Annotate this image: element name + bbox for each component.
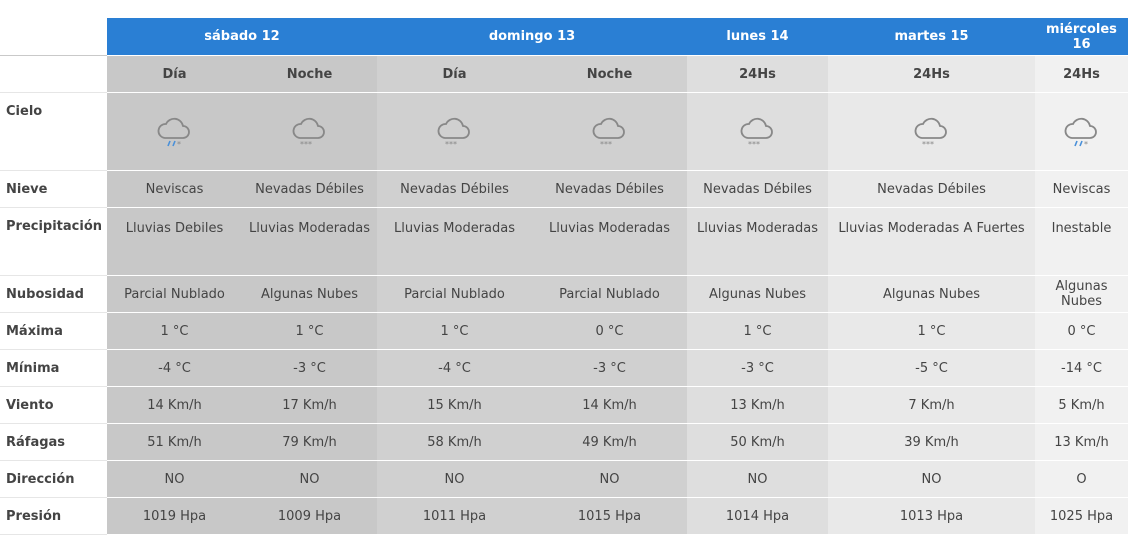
value-cell: Nevadas Débiles <box>242 171 377 208</box>
row-precipitacion <box>0 208 1128 276</box>
value-cell: 15 Km/h <box>377 387 532 424</box>
period-row <box>0 56 1128 93</box>
weather-icon-cell <box>532 93 687 171</box>
row-nieve <box>0 171 1128 208</box>
value-cell: Lluvias Moderadas <box>687 208 828 276</box>
value-cell: Neviscas <box>107 171 242 208</box>
snow-cloud-icon <box>242 114 377 150</box>
value-cell: -3 °C <box>532 350 687 387</box>
row-label: Presión <box>0 498 107 535</box>
row-maxima <box>0 313 1128 350</box>
svg-text:***: *** <box>444 139 457 149</box>
weather-icon-cell <box>1035 93 1128 171</box>
value-cell: 1 °C <box>107 313 242 350</box>
value-cell: Lluvias Moderadas A Fuertes <box>828 208 1035 276</box>
row-minima <box>0 350 1128 387</box>
value-cell: Nevadas Débiles <box>532 171 687 208</box>
value-cell: 14 Km/h <box>107 387 242 424</box>
value-cell: NO <box>687 461 828 498</box>
value-cell: Algunas Nubes <box>828 276 1035 313</box>
value-cell: Lluvias Debiles <box>107 208 242 276</box>
value-cell: -14 °C <box>1035 350 1128 387</box>
value-cell: 1 °C <box>687 313 828 350</box>
value-cell: -4 °C <box>377 350 532 387</box>
period-corner <box>0 56 107 93</box>
period-cell: Noche <box>532 56 687 93</box>
value-cell: 1 °C <box>828 313 1035 350</box>
value-cell: Nevadas Débiles <box>828 171 1035 208</box>
value-cell: 1025 Hpa <box>1035 498 1128 535</box>
value-cell: 5 Km/h <box>1035 387 1128 424</box>
row-presion <box>0 498 1128 535</box>
value-cell: -3 °C <box>687 350 828 387</box>
value-cell: Inestable <box>1035 208 1128 276</box>
value-cell: -3 °C <box>242 350 377 387</box>
value-cell: Nevadas Débiles <box>377 171 532 208</box>
row-label: Nubosidad <box>0 276 107 313</box>
period-cell: 24Hs <box>687 56 828 93</box>
value-cell: Lluvias Moderadas <box>532 208 687 276</box>
day-header-row <box>0 18 1128 56</box>
row-label: Máxima <box>0 313 107 350</box>
value-cell: Neviscas <box>1035 171 1128 208</box>
value-cell: 49 Km/h <box>532 424 687 461</box>
svg-text:***: *** <box>747 139 760 149</box>
period-cell: 24Hs <box>1035 56 1128 93</box>
weather-icon-cell <box>377 93 532 171</box>
value-cell: Algunas Nubes <box>687 276 828 313</box>
value-cell: 1015 Hpa <box>532 498 687 535</box>
period-cell: Noche <box>242 56 377 93</box>
snow-cloud-icon <box>687 114 828 150</box>
value-cell: -5 °C <box>828 350 1035 387</box>
value-cell: 0 °C <box>1035 313 1128 350</box>
snow-cloud-icon <box>377 114 532 150</box>
row-label: Ráfagas <box>0 424 107 461</box>
svg-text:***: *** <box>599 139 612 149</box>
value-cell: -4 °C <box>107 350 242 387</box>
value-cell: 13 Km/h <box>1035 424 1128 461</box>
day-header-sabado: sábado 12 <box>107 18 377 56</box>
svg-text:***: *** <box>921 139 934 149</box>
day-header-miercoles: miércoles 16 <box>1035 18 1128 56</box>
value-cell: 0 °C <box>532 313 687 350</box>
value-cell: Nevadas Débiles <box>687 171 828 208</box>
value-cell: 39 Km/h <box>828 424 1035 461</box>
row-nubosidad <box>0 276 1128 313</box>
value-cell: 1 °C <box>377 313 532 350</box>
period-cell: Día <box>377 56 532 93</box>
snow-cloud-icon <box>828 114 1035 150</box>
snow-cloud-icon <box>532 114 687 150</box>
weather-icon-cell <box>687 93 828 171</box>
top-spacer <box>0 0 1128 18</box>
weather-icon-cell <box>242 93 377 171</box>
value-cell: Algunas Nubes <box>242 276 377 313</box>
row-label: Dirección <box>0 461 107 498</box>
rain-snow-icon <box>107 114 242 150</box>
value-cell: O <box>1035 461 1128 498</box>
day-header-lunes: lunes 14 <box>687 18 828 56</box>
day-header-martes: martes 15 <box>828 18 1035 56</box>
row-direccion <box>0 461 1128 498</box>
row-label: Precipitación <box>0 208 107 276</box>
value-cell: 1 °C <box>242 313 377 350</box>
rain-snow-icon <box>1035 114 1128 150</box>
value-cell: 1013 Hpa <box>828 498 1035 535</box>
value-cell: Parcial Nublado <box>107 276 242 313</box>
value-cell: 1011 Hpa <box>377 498 532 535</box>
value-cell: Parcial Nublado <box>377 276 532 313</box>
value-cell: 14 Km/h <box>532 387 687 424</box>
row-label: Mínima <box>0 350 107 387</box>
header-corner <box>0 18 107 56</box>
row-label: Viento <box>0 387 107 424</box>
value-cell: Lluvias Moderadas <box>242 208 377 276</box>
value-cell: 51 Km/h <box>107 424 242 461</box>
weather-icon-cell <box>828 93 1035 171</box>
value-cell: Parcial Nublado <box>532 276 687 313</box>
value-cell: Algunas Nubes <box>1035 276 1128 313</box>
value-cell: 7 Km/h <box>828 387 1035 424</box>
period-cell: Día <box>107 56 242 93</box>
value-cell: 1019 Hpa <box>107 498 242 535</box>
value-cell: NO <box>377 461 532 498</box>
value-cell: 79 Km/h <box>242 424 377 461</box>
row-label: Nieve <box>0 171 107 208</box>
value-cell: 13 Km/h <box>687 387 828 424</box>
svg-text:*: * <box>176 139 181 149</box>
row-viento <box>0 387 1128 424</box>
value-cell: NO <box>828 461 1035 498</box>
value-cell: NO <box>532 461 687 498</box>
value-cell: 50 Km/h <box>687 424 828 461</box>
value-cell: 17 Km/h <box>242 387 377 424</box>
value-cell: NO <box>107 461 242 498</box>
svg-text:***: *** <box>299 139 312 149</box>
weather-icon-cell <box>107 93 242 171</box>
row-rafagas <box>0 424 1128 461</box>
row-cielo <box>0 93 1128 171</box>
row-label: Cielo <box>0 93 107 171</box>
day-header-domingo: domingo 13 <box>377 18 687 56</box>
value-cell: 58 Km/h <box>377 424 532 461</box>
value-cell: 1014 Hpa <box>687 498 828 535</box>
value-cell: 1009 Hpa <box>242 498 377 535</box>
svg-text:*: * <box>1083 139 1088 149</box>
value-cell: Lluvias Moderadas <box>377 208 532 276</box>
period-cell: 24Hs <box>828 56 1035 93</box>
value-cell: NO <box>242 461 377 498</box>
